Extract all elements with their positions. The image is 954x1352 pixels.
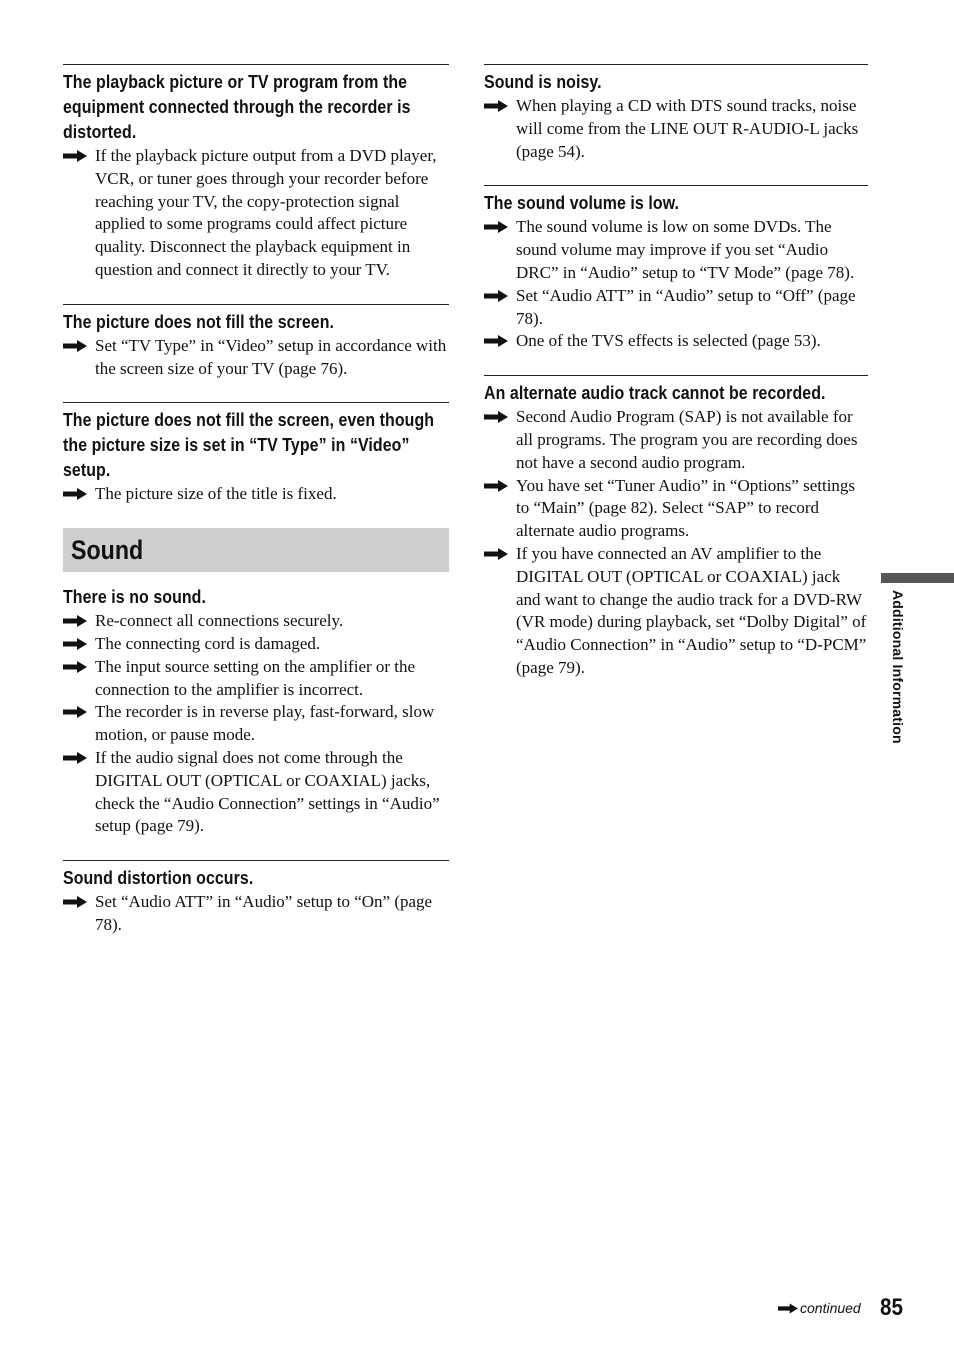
solution-item — [63, 701, 449, 747]
section-heading: The picture does not fill the screen. — [63, 310, 335, 332]
arrow-right-icon — [63, 488, 87, 500]
arrow-right-icon — [63, 615, 87, 627]
solution-text: Re-connect all connections securely. — [95, 611, 344, 631]
solution-list — [63, 335, 449, 381]
solution-list — [63, 891, 449, 937]
solution-list — [484, 406, 868, 680]
solution-text: Set “Audio ATT” in “Audio” setup to “Off” (page 78). — [516, 285, 856, 328]
side-tab-marker — [881, 573, 954, 583]
troubleshoot-section — [63, 860, 449, 937]
arrow-right-icon — [484, 290, 508, 302]
banner-title: Sound — [71, 534, 144, 565]
solution-text: If you have connected an AV amplifier to the DIGITAL OUT (OPTICAL or COAXIAL) jack and want to change the audio track for a DVD-RW (VR mode) during playback, set “Dolby Digital” of “Audio Connection” in “Audio” setup to “D-PCM” (page 79). — [516, 543, 867, 677]
page-number: 85 — [880, 1294, 903, 1321]
solution-item — [484, 475, 868, 543]
solution-item — [484, 285, 868, 331]
troubleshoot-section — [484, 375, 868, 680]
section-heading: Sound is noisy. — [484, 71, 602, 92]
right-column — [484, 64, 868, 702]
solution-text: The sound volume is low on some DVDs. The sound volume may improve if you set “Audio DRC” in “Audio” setup to “TV Mode” (page 78). — [516, 217, 855, 282]
section-heading: An alternate audio track cannot be recorded. — [484, 382, 826, 404]
solution-text: Set “TV Type” in “Video” setup in accordance with the screen size of your TV (page 76). — [95, 335, 447, 378]
troubleshoot-section — [484, 64, 868, 163]
solution-list — [484, 216, 868, 353]
troubleshoot-section — [63, 64, 449, 282]
continued-text: continued — [800, 1300, 861, 1316]
solution-item — [63, 483, 449, 506]
arrow-right-icon — [63, 752, 87, 764]
solution-item — [484, 216, 868, 284]
troubleshoot-section — [63, 584, 449, 838]
solution-item — [63, 610, 449, 633]
solution-item — [484, 95, 868, 163]
solution-list — [63, 610, 449, 838]
arrow-right-icon — [484, 548, 508, 560]
section-heading: The picture does not fill the screen, even though the picture size is set in “TV Type” in “Video” setup. — [63, 409, 435, 481]
solution-list — [484, 95, 868, 163]
arrow-right-icon — [63, 706, 87, 718]
solution-text: The picture size of the title is fixed. — [95, 484, 337, 504]
section-heading: There is no sound. — [63, 586, 206, 608]
arrow-right-icon — [63, 661, 87, 673]
solution-item — [63, 633, 449, 656]
arrow-right-icon — [63, 340, 87, 352]
solution-text: The input source setting on the amplifier or the connection to the amplifier is incorrect. — [95, 656, 416, 699]
arrow-right-icon — [484, 335, 508, 347]
arrow-right-icon — [778, 1303, 798, 1314]
arrow-right-icon — [484, 411, 508, 423]
arrow-right-icon — [484, 221, 508, 233]
solution-list — [63, 145, 449, 282]
solution-item — [63, 891, 449, 937]
solution-item — [484, 406, 868, 474]
solution-text: If the audio signal does not come through the DIGITAL OUT (OPTICAL or COAXIAL) jacks, check the “Audio Connection” settings in “Audio” setup (page 79). — [95, 747, 440, 836]
solution-text: The recorder is in reverse play, fast-forward, slow motion, or pause mode. — [95, 702, 435, 745]
section-heading: The sound volume is low. — [484, 192, 680, 214]
arrow-right-icon — [63, 638, 87, 650]
solution-text: Set “Audio ATT” in “Audio” setup to “On” (page 78). — [95, 892, 433, 934]
left-column — [63, 64, 449, 959]
sound-banner — [63, 528, 449, 572]
solution-text: Second Audio Program (SAP) is not available for all programs. The program you are recording does not have a second audio program. — [516, 407, 858, 472]
solution-item — [63, 145, 449, 282]
solution-text: One of the TVS effects is selected (page 53). — [516, 331, 821, 351]
troubleshoot-section — [63, 304, 449, 381]
section-heading: The playback picture or TV program from the equipment connected through the recorder is distorted. — [63, 71, 411, 142]
troubleshoot-section — [63, 402, 449, 506]
solution-text: You have set “Tuner Audio” in “Options” settings to “Main” (page 82). Select “SAP” to record alternate audio programs. — [516, 475, 856, 541]
solution-item — [484, 330, 868, 353]
continued-marker — [778, 1300, 861, 1316]
arrow-right-icon — [484, 480, 508, 492]
arrow-right-icon — [63, 896, 87, 908]
solution-item — [63, 656, 449, 702]
solution-item — [63, 747, 449, 838]
solution-text: If the playback picture output from a DVD player, VCR, or tuner goes through your recorder before reaching your TV, the copy-protection signal applied to some programs could affect picture quality. Disconnect the playback equipment in question and connect it directly to your TV. — [95, 146, 437, 279]
solution-text: The connecting cord is damaged. — [95, 633, 321, 653]
troubleshoot-section — [484, 185, 868, 353]
arrow-right-icon — [484, 100, 508, 112]
section-heading: Sound distortion occurs. — [63, 867, 254, 889]
solution-list — [63, 483, 449, 506]
arrow-right-icon — [63, 150, 87, 162]
solution-text: When playing a CD with DTS sound tracks, noise will come from the LINE OUT R-AUDIO-L jacks (page 54). — [516, 96, 859, 161]
side-tab-label: Additional Information — [890, 590, 906, 744]
solution-item — [484, 543, 868, 680]
solution-item — [63, 335, 449, 381]
